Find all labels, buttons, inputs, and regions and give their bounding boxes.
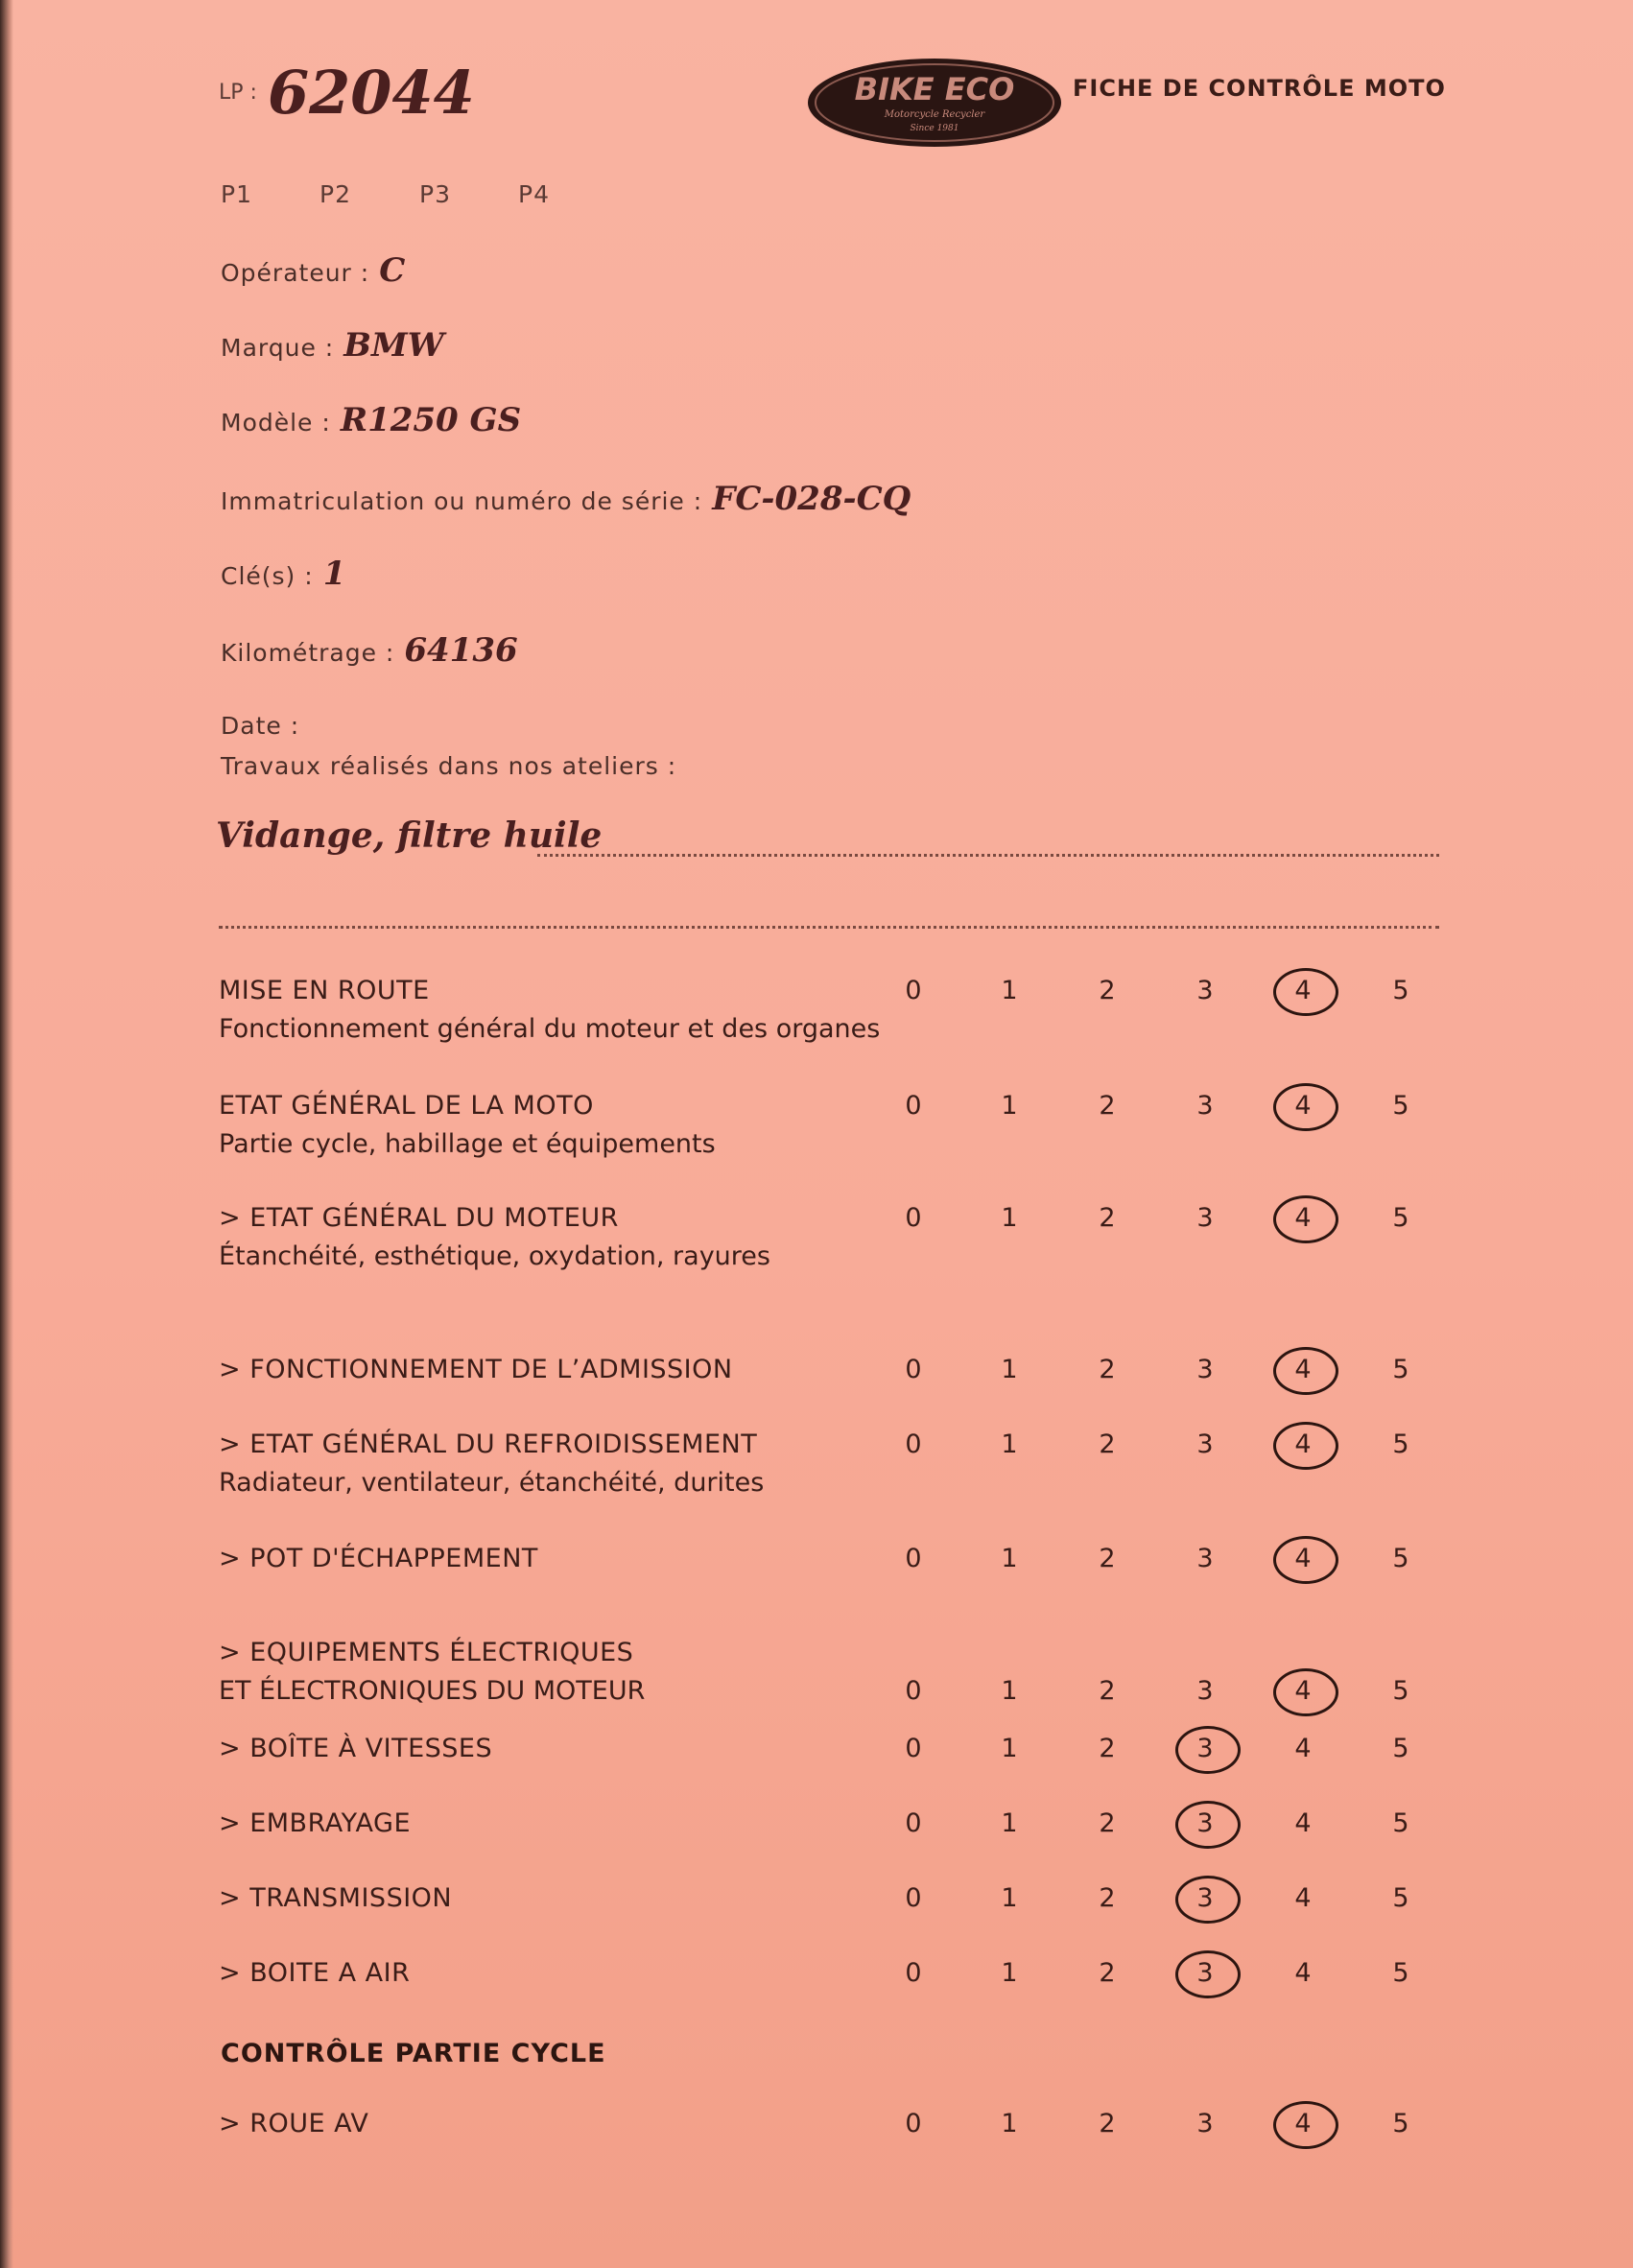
score-option-1[interactable]: 1 (1001, 2109, 1018, 2138)
score-option-2[interactable]: 2 (1099, 1203, 1116, 1233)
cles-value: 1 (322, 555, 346, 593)
item-title: > ETAT GÉNÉRAL DU REFROIDISSEMENT (219, 1429, 758, 1459)
item-subtitle: ET ÉLECTRONIQUES DU MOTEUR (219, 1676, 646, 1706)
item-title: > ROUE AV (219, 2109, 369, 2138)
score-option-3[interactable]: 3 (1196, 2109, 1214, 2138)
selected-score-circle (1273, 1347, 1338, 1395)
operateur-label: Opérateur : (221, 259, 370, 287)
item-subtitle: Étanchéité, esthétique, oxydation, rayures (219, 1241, 770, 1271)
score-option-3[interactable]: 3 (1196, 1355, 1214, 1384)
selected-score-circle (1273, 1422, 1338, 1470)
score-option-1[interactable]: 1 (1001, 1544, 1018, 1573)
item-title: MISE EN ROUTE (219, 976, 430, 1005)
selected-score-circle (1273, 1536, 1338, 1584)
score-option-5[interactable]: 5 (1392, 1091, 1409, 1121)
score-option-5[interactable]: 5 (1392, 1808, 1409, 1838)
score-option-4[interactable]: 4 (1294, 976, 1312, 1005)
score-option-1[interactable]: 1 (1001, 1883, 1018, 1913)
score-option-2[interactable]: 2 (1099, 2109, 1116, 2138)
item-subtitle: Radiateur, ventilateur, étanchéité, durites (219, 1468, 765, 1498)
immat-label: Immatriculation ou numéro de série : (221, 487, 703, 515)
score-option-0[interactable]: 0 (905, 1734, 922, 1763)
score-option-4[interactable]: 4 (1294, 1429, 1312, 1459)
score-option-0[interactable]: 0 (905, 1544, 922, 1573)
item-title: > POT D'ÉCHAPPEMENT (219, 1544, 538, 1573)
score-option-0[interactable]: 0 (905, 1958, 922, 1988)
score-option-3[interactable]: 3 (1196, 1883, 1214, 1913)
item-title: > FONCTIONNEMENT DE L’ADMISSION (219, 1355, 733, 1384)
score-option-5[interactable]: 5 (1392, 2109, 1409, 2138)
score-option-2[interactable]: 2 (1099, 1544, 1116, 1573)
selected-score-circle (1273, 2101, 1338, 2149)
score-option-3[interactable]: 3 (1196, 1429, 1214, 1459)
selected-score-circle (1273, 1668, 1338, 1716)
selected-score-circle (1175, 1876, 1241, 1924)
score-option-1[interactable]: 1 (1001, 1355, 1018, 1384)
immat-value: FC-028-CQ (712, 480, 911, 518)
score-option-4[interactable]: 4 (1294, 2109, 1312, 2138)
date-label: Date : (221, 712, 300, 740)
item-title: > ETAT GÉNÉRAL DU MOTEUR (219, 1203, 619, 1233)
sheet-title: FICHE DE CONTRÔLE MOTO (1073, 75, 1446, 102)
score-option-3[interactable]: 3 (1196, 1676, 1214, 1706)
score-option-1[interactable]: 1 (1001, 1808, 1018, 1838)
marque-label: Marque : (221, 334, 335, 362)
priority-p3: P3 (419, 180, 451, 208)
score-option-4[interactable]: 4 (1294, 1676, 1312, 1706)
selected-score-circle (1273, 968, 1338, 1016)
score-option-5[interactable]: 5 (1392, 1203, 1409, 1233)
score-option-0[interactable]: 0 (905, 2109, 922, 2138)
operateur-value: C (379, 251, 406, 290)
section-title: CONTRÔLE PARTIE CYCLE (221, 2039, 606, 2068)
score-option-3[interactable]: 3 (1196, 1808, 1214, 1838)
modele-field (221, 401, 521, 439)
selected-score-circle (1175, 1726, 1241, 1774)
km-value: 64136 (404, 631, 518, 670)
priority-p2: P2 (320, 180, 351, 208)
score-option-2[interactable]: 2 (1099, 1808, 1116, 1838)
score-option-2[interactable]: 2 (1099, 1429, 1116, 1459)
score-option-0[interactable]: 0 (905, 1883, 922, 1913)
immat-field (221, 480, 911, 518)
modele-value: R1250 GS (340, 401, 522, 439)
score-option-1[interactable]: 1 (1001, 1091, 1018, 1121)
score-option-0[interactable]: 0 (905, 1808, 922, 1838)
score-option-3[interactable]: 3 (1196, 1958, 1214, 1988)
logo-since: Since 1981 (910, 124, 959, 133)
score-option-3[interactable]: 3 (1196, 976, 1214, 1005)
item-title: > TRANSMISSION (219, 1883, 453, 1913)
logo-subtext: Motorcycle Recycler (884, 109, 985, 120)
score-option-4[interactable]: 4 (1294, 1883, 1312, 1913)
score-option-2[interactable]: 2 (1099, 1676, 1116, 1706)
score-option-0[interactable]: 0 (905, 976, 922, 1005)
score-option-2[interactable]: 2 (1099, 1883, 1116, 1913)
score-option-1[interactable]: 1 (1001, 976, 1018, 1005)
priority-p4: P4 (518, 180, 550, 208)
modele-label: Modèle : (221, 409, 331, 437)
score-option-1[interactable]: 1 (1001, 1958, 1018, 1988)
score-option-5[interactable]: 5 (1392, 1544, 1409, 1573)
selected-score-circle (1175, 1950, 1241, 1998)
travaux-value: Vidange, filtre huile (216, 815, 603, 856)
score-option-5[interactable]: 5 (1392, 1676, 1409, 1706)
operateur-field (221, 251, 405, 290)
item-title: > BOITE A AIR (219, 1958, 411, 1988)
selected-score-circle (1175, 1801, 1241, 1849)
score-option-2[interactable]: 2 (1099, 1734, 1116, 1763)
score-option-0[interactable]: 0 (905, 1091, 922, 1121)
score-option-4[interactable]: 4 (1294, 1808, 1312, 1838)
score-option-4[interactable]: 4 (1294, 1958, 1312, 1988)
score-option-2[interactable]: 2 (1099, 976, 1116, 1005)
km-field (221, 631, 518, 670)
item-subtitle: Fonctionnement général du moteur et des organes (219, 1014, 881, 1044)
selected-score-circle (1273, 1195, 1338, 1243)
cles-field (221, 555, 345, 593)
score-option-1[interactable]: 1 (1001, 1429, 1018, 1459)
km-label: Kilométrage : (221, 639, 395, 667)
score-option-5[interactable]: 5 (1392, 1355, 1409, 1384)
score-option-3[interactable]: 3 (1196, 1734, 1214, 1763)
item-subtitle: Partie cycle, habillage et équipements (219, 1129, 716, 1159)
item-title: > EMBRAYAGE (219, 1808, 411, 1838)
priority-p1: P1 (221, 180, 252, 208)
score-option-4[interactable]: 4 (1294, 1203, 1312, 1233)
score-option-1[interactable]: 1 (1001, 1203, 1018, 1233)
score-option-0[interactable]: 0 (905, 1203, 922, 1233)
work-line-1 (537, 854, 1439, 857)
lp-label: LP : (219, 81, 257, 105)
score-option-5[interactable]: 5 (1392, 1734, 1409, 1763)
item-title: > EQUIPEMENTS ÉLECTRIQUES (219, 1638, 634, 1667)
score-option-4[interactable]: 4 (1294, 1091, 1312, 1121)
score-option-3[interactable]: 3 (1196, 1091, 1214, 1121)
lp-field (219, 58, 475, 128)
item-title: ETAT GÉNÉRAL DE LA MOTO (219, 1091, 594, 1121)
score-option-0[interactable]: 0 (905, 1429, 922, 1459)
marque-value: BMW (343, 326, 444, 365)
score-option-3[interactable]: 3 (1196, 1544, 1214, 1573)
score-option-3[interactable]: 3 (1196, 1203, 1214, 1233)
travaux-label: Travaux réalisés dans nos ateliers : (221, 752, 677, 780)
score-option-0[interactable]: 0 (905, 1676, 922, 1706)
score-option-0[interactable]: 0 (905, 1355, 922, 1384)
score-option-4[interactable]: 4 (1294, 1355, 1312, 1384)
score-option-2[interactable]: 2 (1099, 1958, 1116, 1988)
selected-score-circle (1273, 1083, 1338, 1131)
score-option-5[interactable]: 5 (1392, 976, 1409, 1005)
score-option-5[interactable]: 5 (1392, 1958, 1409, 1988)
bike-eco-logo (806, 56, 1063, 150)
score-option-4[interactable]: 4 (1294, 1544, 1312, 1573)
score-option-5[interactable]: 5 (1392, 1429, 1409, 1459)
score-option-2[interactable]: 2 (1099, 1355, 1116, 1384)
score-option-1[interactable]: 1 (1001, 1734, 1018, 1763)
score-option-4[interactable]: 4 (1294, 1734, 1312, 1763)
work-line-2 (219, 926, 1439, 929)
score-option-5[interactable]: 5 (1392, 1883, 1409, 1913)
lp-value: 62044 (268, 58, 475, 128)
marque-field (221, 326, 444, 365)
cles-label: Clé(s) : (221, 562, 314, 590)
score-option-2[interactable]: 2 (1099, 1091, 1116, 1121)
item-title: > BOÎTE À VITESSES (219, 1734, 493, 1763)
logo-text: BIKE ECO (854, 71, 1015, 107)
score-option-1[interactable]: 1 (1001, 1676, 1018, 1706)
